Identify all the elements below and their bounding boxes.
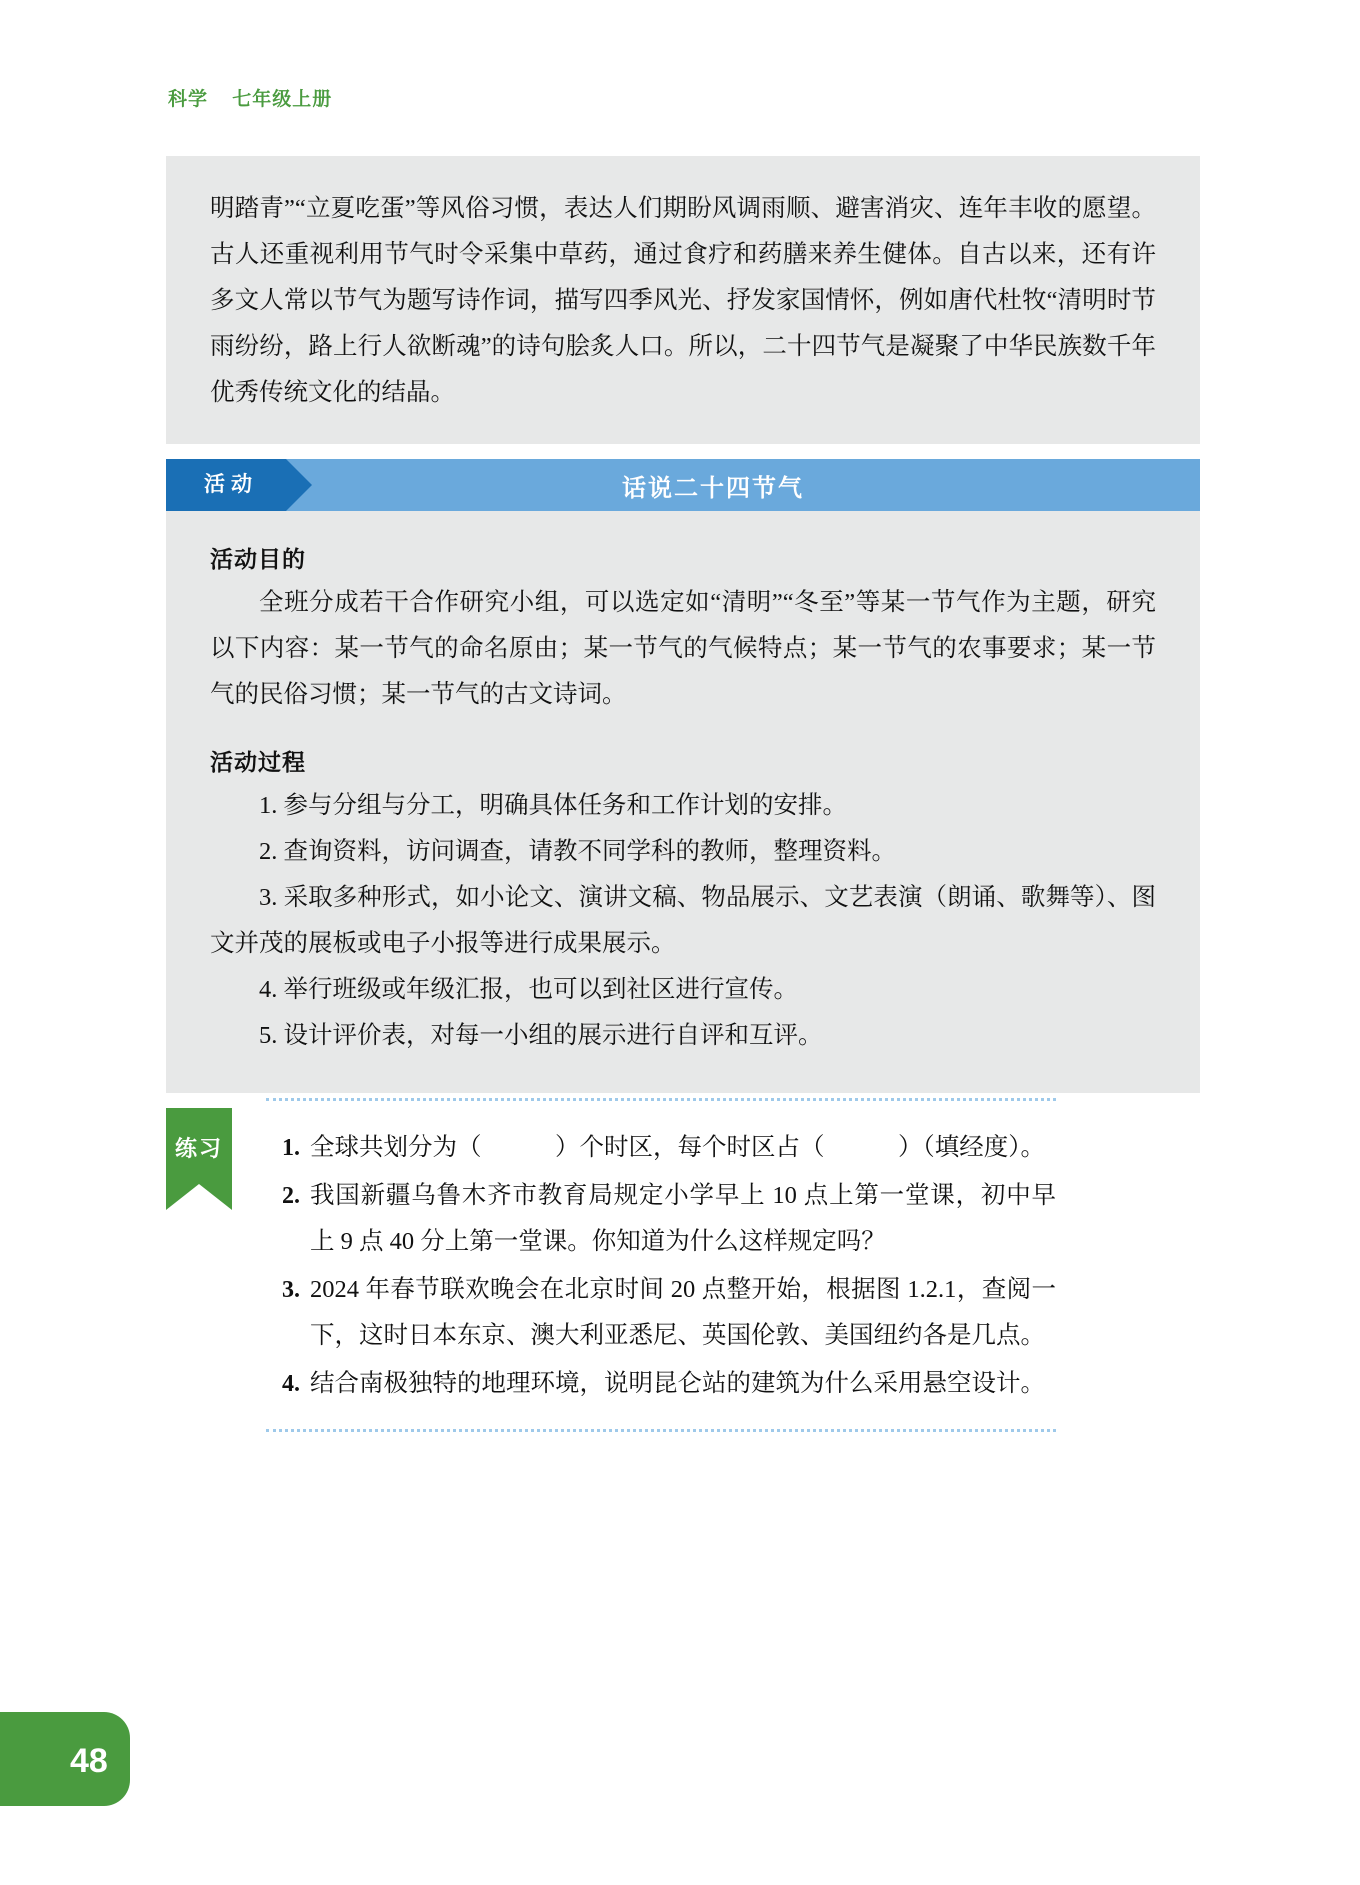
activity-body (166, 511, 1200, 1093)
header-grade: 七年级上册 (232, 89, 333, 110)
activity-step: 1. 参与分组与分工，明确具体任务和工作计划的安排。 (259, 792, 847, 819)
activity-step: 4. 举行班级或年级汇报，也可以到社区进行宣传。 (259, 976, 798, 1003)
exercise-divider-bottom (266, 1429, 1056, 1432)
exercise-number: 1. (282, 1135, 300, 1161)
exercise-item (266, 1361, 1056, 1407)
intro-paragraph: 明踏青”“立夏吃蛋”等风俗习惯，表达人们期盼风调雨顺、避害消灾、连年丰收的愿望。古人还重视利用节气时令采集中草药，通过食疗和药膳来养生健体。自古以来，还有许多文人常以节气为题写诗作词，描写四季风光、抒发家国情怀，例如唐代杜牧“清明时节雨纷纷，路上行人欲断魂”的诗句脍炙人口。所以，二十四节气是凝聚了中华民族数千年优秀传统文化的结晶。 (210, 195, 1156, 406)
exercise-text: 全球共划分为（ ）个时区，每个时区占（ ）（填经度）。 (310, 1134, 1045, 1161)
activity-title: 话说二十四节气 (622, 474, 804, 502)
header-subject: 科学 (168, 89, 209, 110)
exercise-text: 2024 年春节联欢晚会在北京时间 20 点整开始，根据图 1.2.1，查阅一下，这时日本东京、澳大利亚悉尼、英国伦敦、美国纽约各是几点。 (310, 1276, 1056, 1349)
exercise-item (266, 1267, 1056, 1359)
exercise-number: 3. (282, 1277, 300, 1303)
activity-tag-label: 活动 (166, 459, 286, 511)
folio-shape (0, 1712, 130, 1806)
running-header (168, 84, 332, 111)
exercise-item (266, 1173, 1056, 1265)
exercise-tab-label: 练习 (166, 1108, 232, 1184)
activity-process-heading: 活动过程 (210, 749, 306, 775)
exercise-number: 2. (282, 1183, 300, 1209)
exercise-list (266, 1101, 1056, 1429)
activity-step: 3. 采取多种形式，如小论文、演讲文稿、物品展示、文艺表演（朗诵、歌舞等）、图文并茂的展板或电子小报等进行成果展示。 (210, 884, 1156, 957)
activity-step: 2. 查询资料，访问调查，请教不同学科的教师，整理资料。 (259, 838, 896, 865)
exercise-text: 我国新疆乌鲁木齐市教育局规定小学早上 10 点上第一堂课，初中早上 9 点 40 分上第一堂课。你知道为什么这样规定吗？ (310, 1182, 1056, 1255)
exercise-section (166, 1098, 1200, 1432)
activity-section (166, 459, 1200, 1093)
exercise-item (266, 1125, 1056, 1171)
exercise-number: 4. (282, 1371, 300, 1397)
activity-purpose-text: 全班分成若干合作研究小组，可以选定如“清明”“冬至”等某一节气作为主题，研究以下内容：某一节气的命名原由；某一节气的气候特点；某一节气的农事要求；某一节气的民俗习惯；某一节气的古文诗词。 (210, 589, 1156, 708)
exercise-text: 结合南极独特的地理环境，说明昆仑站的建筑为什么采用悬空设计。 (310, 1370, 1045, 1397)
intro-text-block (166, 156, 1200, 444)
page-number: 48 (70, 1742, 108, 1780)
activity-step: 5. 设计评价表，对每一小组的展示进行自评和互评。 (259, 1022, 823, 1049)
activity-purpose-heading: 活动目的 (210, 546, 306, 572)
activity-banner (166, 459, 1200, 511)
